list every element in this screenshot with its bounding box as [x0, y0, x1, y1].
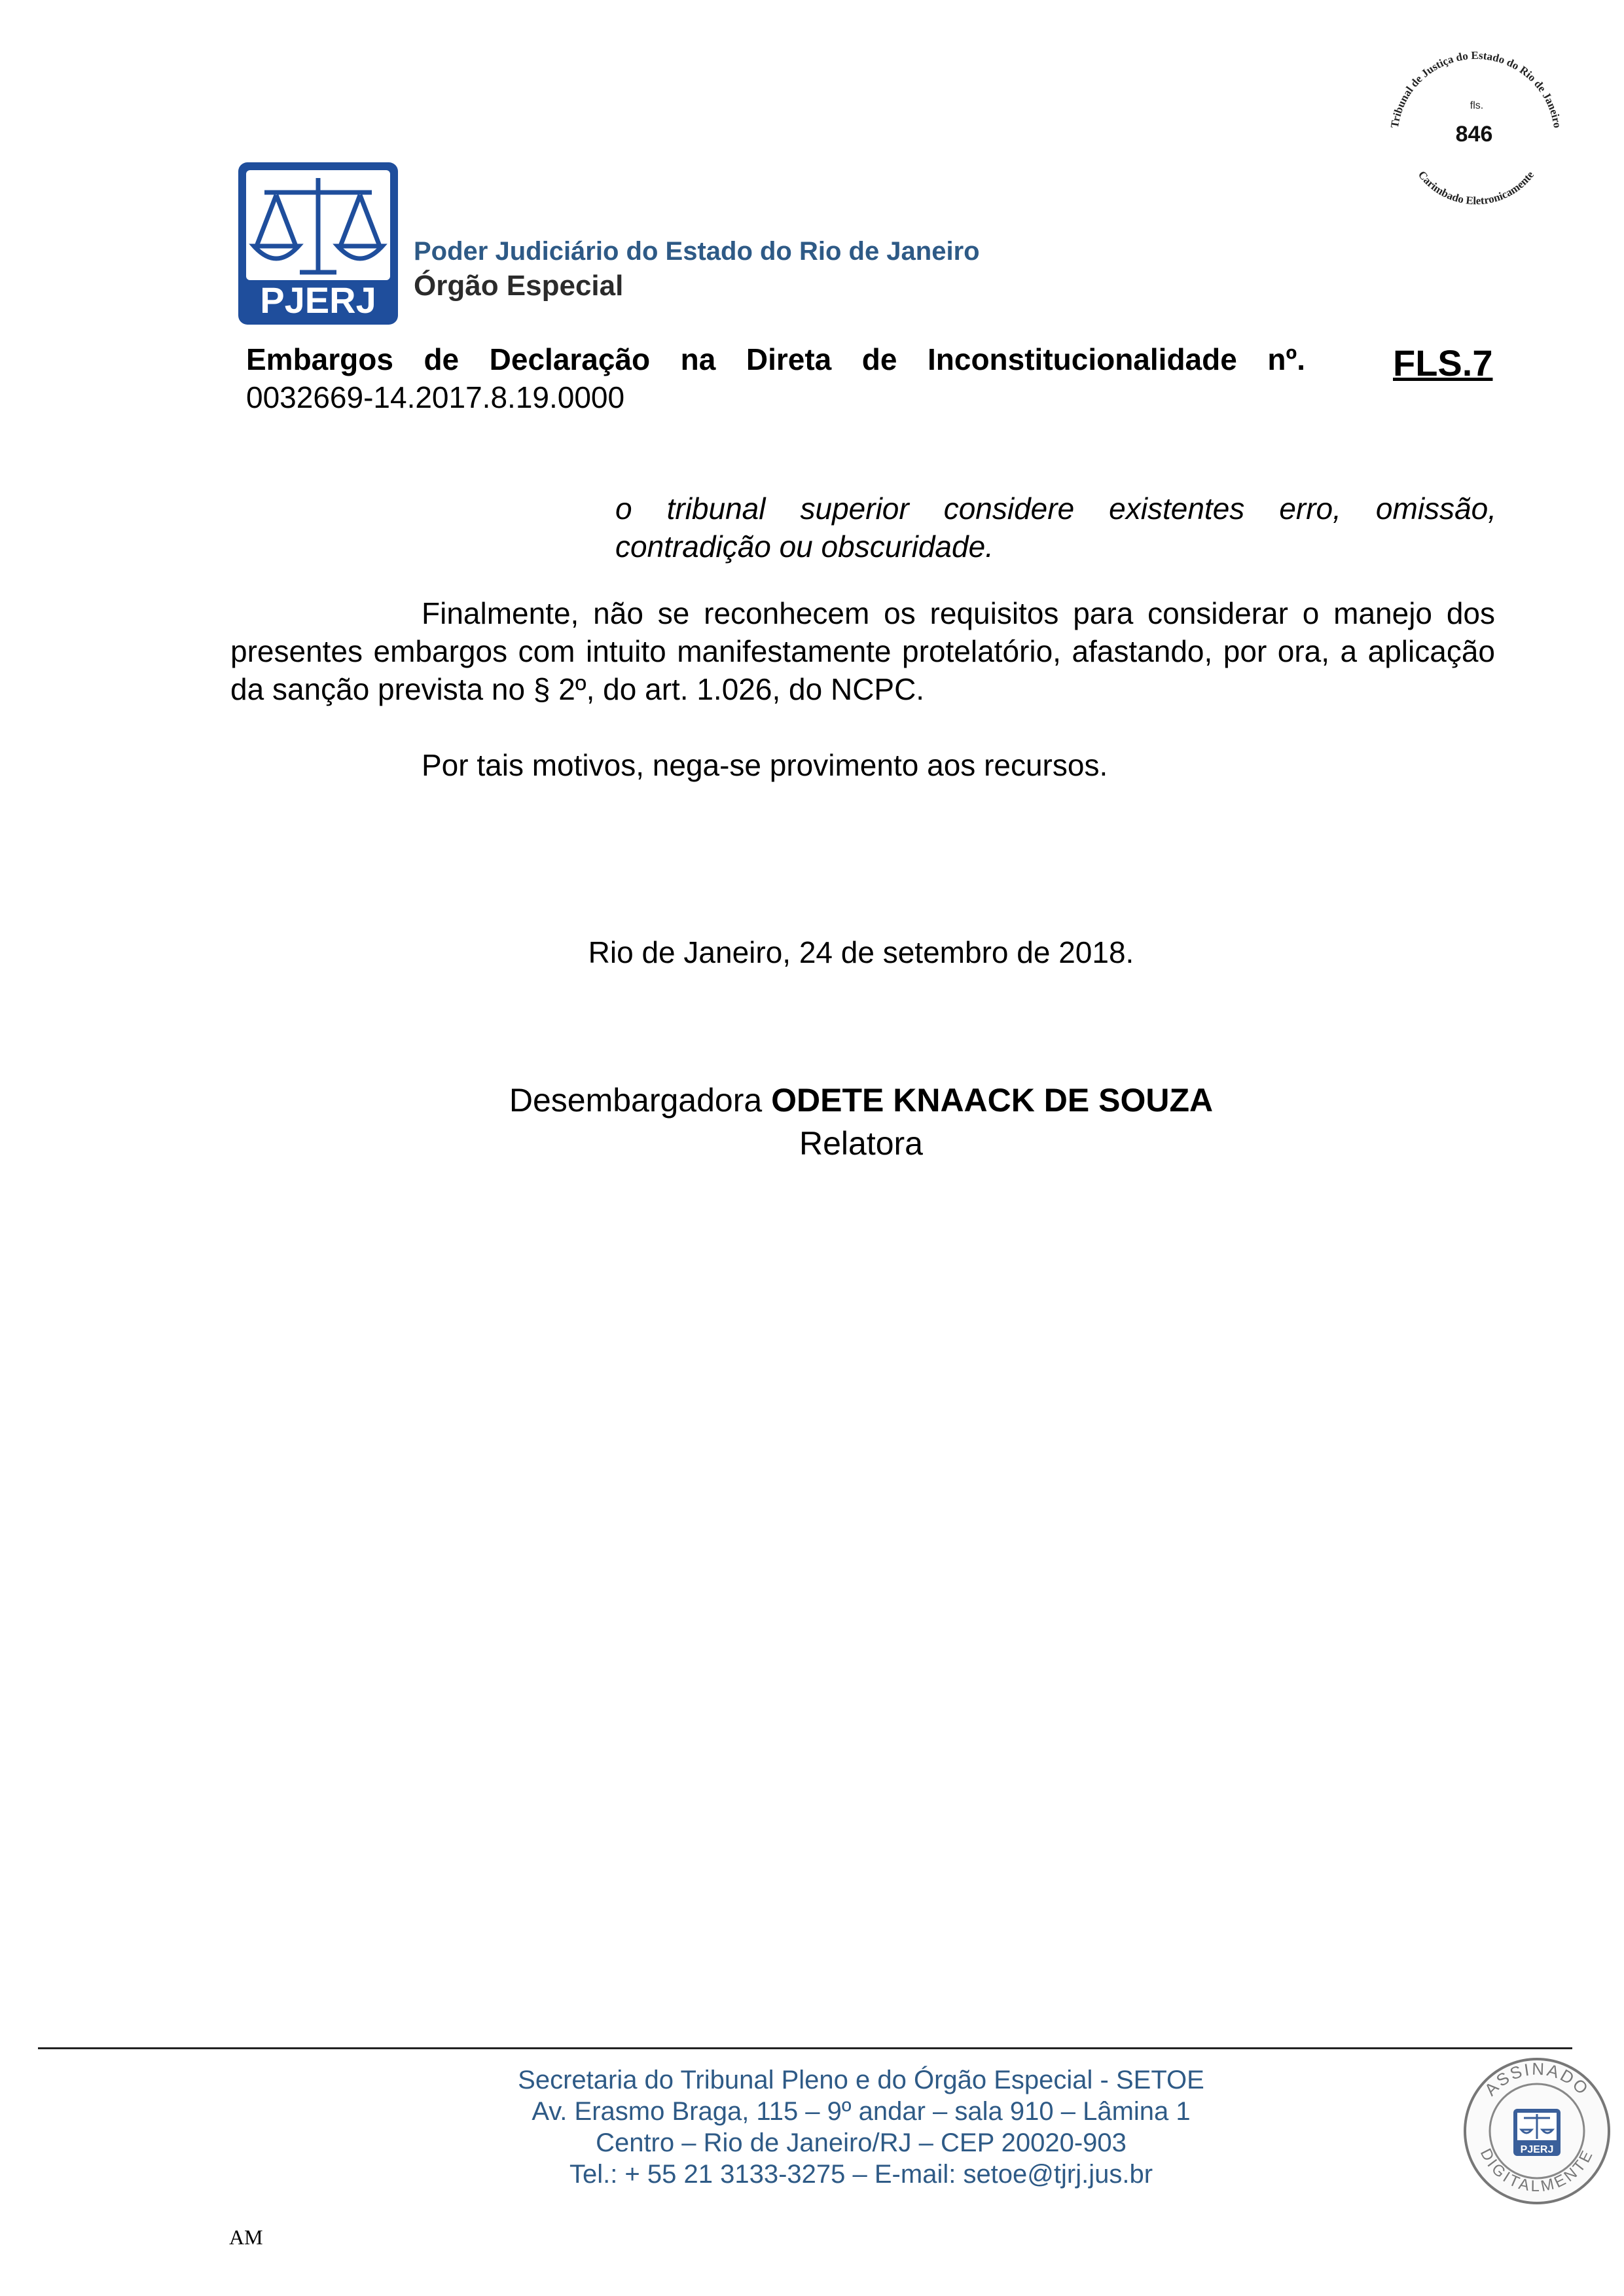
seal-arc-top: Tribunal de Justiça do Estado do Rio de Janeiro: [1388, 48, 1564, 129]
date-line: Rio de Janeiro, 24 de setembro de 2018.: [588, 935, 1134, 969]
logo-text: PJERJ: [260, 279, 376, 321]
seal-mid-text: fls.: [1470, 100, 1484, 111]
svg-text:Carimbado Eletronicamente: [1416, 168, 1537, 207]
seal-page-number: 846: [1455, 122, 1493, 147]
case-title: Embargos de Declaração na Direta de Inconstitucionalidade nº.: [246, 342, 1305, 376]
footer-line-3: Centro – Rio de Janeiro/RJ – CEP 20020-903: [596, 2128, 1127, 2157]
footer-line-4: Tel.: + 55 21 3133-3275 – E-mail: setoe@tjrj.jus.br: [569, 2160, 1153, 2189]
stamp-logo-text: PJERJ: [1520, 2144, 1554, 2155]
digital-signature-stamp: [1461, 2055, 1613, 2207]
quoted-text: o tribunal superior considere existentes erro, omissão, contradição ou obscuridade.: [615, 492, 1496, 564]
signatory-title: Desembargadora: [509, 1082, 763, 1119]
pjerj-logo: [237, 161, 399, 326]
body-paragraph-1: Finalmente, não se reconhecem os requisitos para considerar o manejo dos presentes embargos com intuito manifestamente protelatório, afastando, por ora, a aplicação da sanção prevista no § 2º, do art. 1.026, do NCPC.: [230, 596, 1495, 706]
seal-arc-bottom: Carimbado Eletronicamente: [1415, 168, 1537, 207]
typist-initials: AM: [229, 2225, 263, 2249]
svg-text:Tribunal de Justiça do Estado: [1388, 49, 1564, 129]
page-seal: [1381, 39, 1571, 229]
sheet-number: FLS.7: [1393, 342, 1493, 384]
body-paragraph-2: Por tais motivos, nega-se provimento aos recursos.: [422, 748, 1108, 782]
footer-divider: [38, 2047, 1572, 2049]
signatory-role: Relatora: [799, 1125, 923, 1162]
footer-line-1: Secretaria do Tribunal Pleno e do Órgão Especial - SETOE: [518, 2066, 1204, 2094]
institution-name: Poder Judiciário do Estado do Rio de Janeiro: [414, 237, 980, 266]
department-name: Órgão Especial: [414, 270, 624, 302]
stamp-bottom-text: DIGITALMENTE: [1476, 2145, 1598, 2196]
footer-line-2: Av. Erasmo Braga, 115 – 9º andar – sala 910 – Lâmina 1: [532, 2097, 1191, 2126]
stamp-top-text: ASSINADO: [1480, 2058, 1594, 2100]
signatory-name: ODETE KNAACK DE SOUZA: [771, 1082, 1214, 1119]
case-number: 0032669-14.2017.8.19.0000: [246, 380, 625, 414]
signatory-line: [0, 1081, 1624, 1119]
